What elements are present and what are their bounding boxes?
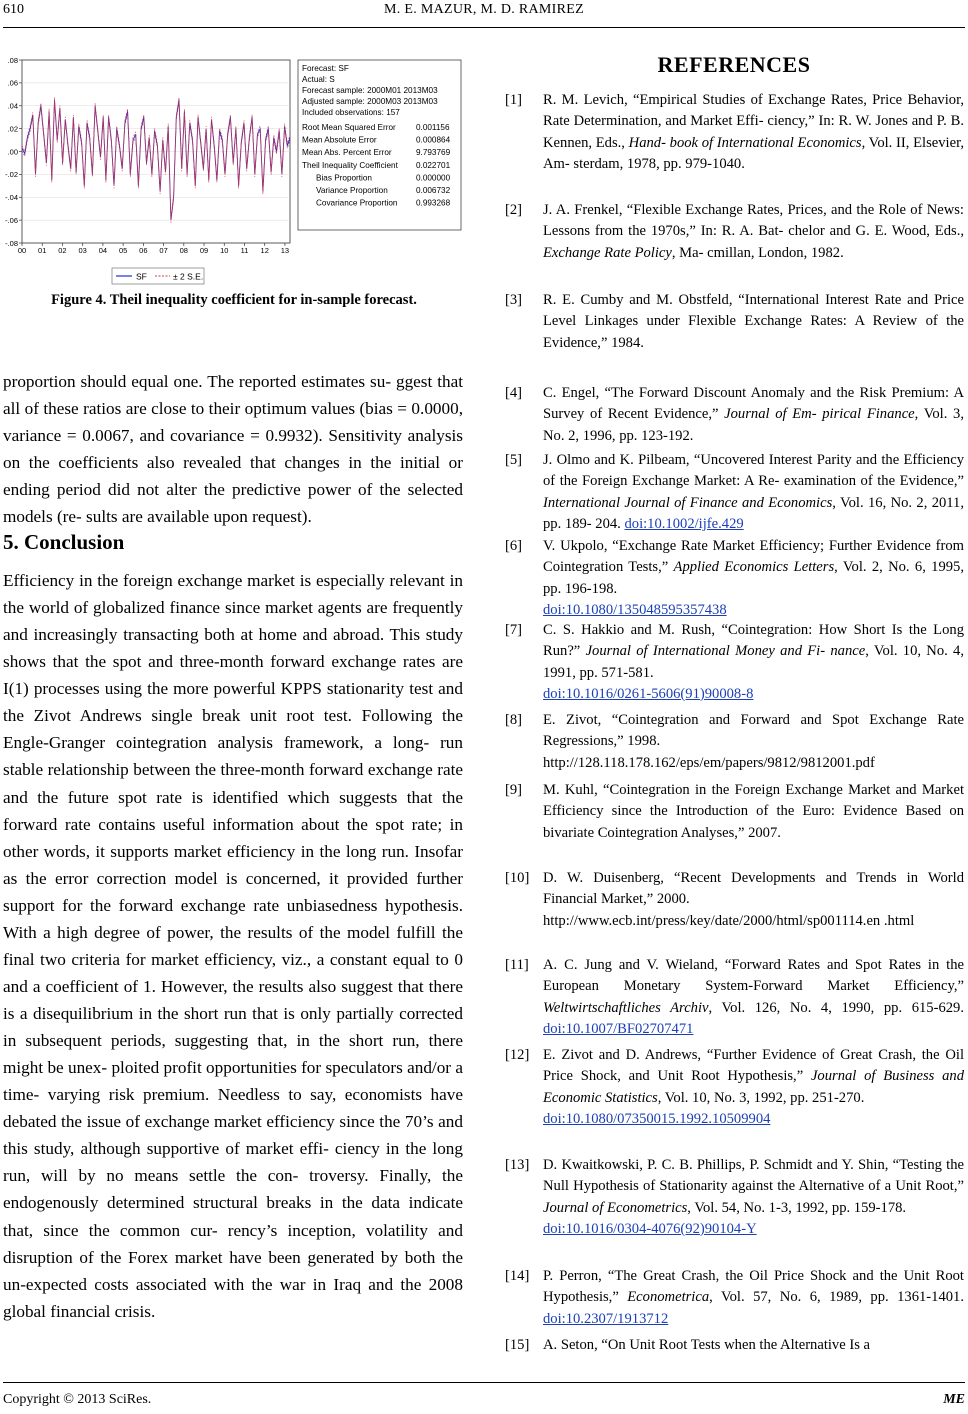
reference-details: , Vol. 2, No. 6, 1995, pp. 196-198. xyxy=(543,559,965,597)
running-header xyxy=(0,2,968,24)
reference-number: [4] xyxy=(505,385,523,401)
stats-row-label: Root Mean Squared Error xyxy=(302,123,396,132)
copyright: Copyright © 2013 SciRes. xyxy=(3,1392,152,1407)
header-rule xyxy=(3,27,965,28)
stats-row-value: 0.000000 xyxy=(416,173,451,183)
y-tick-label: -.06 xyxy=(5,215,18,225)
reference-source: Weltwirtschaftliches Archiv xyxy=(543,999,709,1016)
reference-text xyxy=(543,1266,964,1330)
y-tick-label: -.08 xyxy=(5,238,18,248)
stats-row-label: Variance Proportion xyxy=(316,186,388,195)
stats-forecast: Forecast: SF xyxy=(302,64,349,73)
doi-link[interactable]: doi:10.1016/0304-4076(92)90104-Y xyxy=(543,1220,757,1237)
reference-number: [13] xyxy=(505,1157,530,1173)
y-tick-label: .04 xyxy=(7,101,18,111)
reference-text xyxy=(543,710,964,774)
stats-row-label: Mean Abs. Percent Error xyxy=(302,148,392,158)
reference-source: Journal of International Money and Fi- nance xyxy=(585,643,866,660)
reference-number: [11] xyxy=(505,957,529,973)
reference-details: , Ma- cmillan, London, 1982. xyxy=(671,244,844,261)
stats-row-label: Mean Absolute Error xyxy=(302,135,377,145)
stats-row-value: 0.022701 xyxy=(416,160,451,170)
x-tick-label: 08 xyxy=(179,246,188,255)
conclusion-body xyxy=(3,567,463,1325)
reference-number: [15] xyxy=(505,1337,530,1353)
stats-row-label: Bias Proportion xyxy=(316,173,372,183)
x-tick-label: 00 xyxy=(17,246,27,255)
stats-row-value: 0.006732 xyxy=(416,186,451,195)
reference-details: , Vol. 3, No. 2, 1996, pp. 123-192. xyxy=(543,406,964,444)
running-authors: M. E. MAZUR, M. D. RAMIREZ xyxy=(384,2,584,17)
reference-main: J. Olmo and K. Pilbeam, “Uncovered Interest Parity and the Efficiency of the Foreign Exchange Market: A Re- examination of the Evidence,” xyxy=(543,452,964,490)
x-tick-label: 03 xyxy=(78,246,87,255)
stats-row-value: 0.001156 xyxy=(416,123,450,132)
reference-text xyxy=(543,955,964,1040)
reference-main: D. W. Duisenberg, “Recent Developments and Trends in World Financial Market,” 2000. xyxy=(543,870,964,908)
reference-number: [9] xyxy=(505,782,523,798)
x-tick-label: 12 xyxy=(260,246,269,255)
page-number: 610 xyxy=(3,2,24,17)
reference-details: , Vol. 57, No. 6, 1989, pp. 1361-1401. xyxy=(709,1289,965,1306)
stats-box xyxy=(298,60,461,230)
doi-link[interactable]: doi:10.1080/135048595357438 xyxy=(543,601,727,618)
x-tick-label: 09 xyxy=(199,246,209,255)
y-tick-label: .00 xyxy=(7,147,18,157)
figure-4 xyxy=(0,50,468,310)
legend-se-label: ± 2 S.E. xyxy=(173,271,204,282)
x-tick-label: 13 xyxy=(280,246,290,255)
reference-text xyxy=(543,536,964,621)
stats-row-value: 9.793769 xyxy=(416,148,451,158)
stats-row-label: Theil Inequality Coefficient xyxy=(302,160,398,170)
x-tick-label: 04 xyxy=(98,246,108,255)
y-tick-label: -.04 xyxy=(5,193,18,203)
reference-main: M. Kuhl, “Cointegration in the Foreign Exchange Market and Market Efficiency since the Introduction of the Euro: Evidence Based on bivariate Cointegration Analyses,” 2007. xyxy=(543,782,964,841)
reference-number: [2] xyxy=(505,202,523,218)
paragraph: Efficiency in the foreign exchange market is especially relevant in the world of globalized finance since market agents are frequently and increasingly transacting both at home and abroad. This study shows that the spot and three-month forward exchange rates are I(1) processes using the more powerful KPPS stationarity test and the Zivot Andrews single break unit root test. Following the Engle-Granger cointegration analysis framework, a long- run stable relationship between the three-month forward exchange rate and the future spot rate is identified which suggests that the forward rate contains useful information about the spot rate; in other words, it supports market efficiency in the long run. Insofar as the error correction model is concerned, it provided further support for the forward exchange rate unbiasedness hypothesis. With a high degree of power, the results of the model fulfill the final two criteria for market efficiency, viz., a constant equal to 0 and a coefficient of 1. However, the results also suggest that there is a disequilibrium in the short run that is only partially corrected in subsequent periods, suggesting that, in the short run, there might be unex- ploited profit opportunities for speculators and/or a time- varying risk premium. Needless to say, economists have debated the issue of exchange market efficiency since the 70’s and this study, although supportive of market effi- ciency in the long run, will by no means settle the con- troversy. Finally, the endogenously determined structural breaks in the data indicate that, since the common cur- rency’s inception, volatility and disruption of the Forex market have been generated by both the un-expected costs associated with the war in Iraq and the 2008 global financial crisis. xyxy=(3,571,463,1321)
reference-number: [6] xyxy=(505,538,523,554)
paragraph: proportion should equal one. The reported estimates su- ggest that all of these ratios are close to their optimum values (bias = 0.0000, variance = 0.0067, and covariance = 0.9932). Sensitivity analysis on the coefficients also revealed that changes in the initial or ending period did not alter the predictive power of the selected models (re- sults are available upon request). xyxy=(3,372,463,527)
stats-adjusted-sample: Adjusted sample: 2000M03 2013M03 xyxy=(302,97,438,106)
x-tick-label: 11 xyxy=(240,246,249,255)
stats-actual: Actual: S xyxy=(302,75,335,84)
doi-link[interactable]: doi:10.1007/BF02707471 xyxy=(543,1020,694,1037)
reference-details: , Vol. 10, No. 4, 1991, pp. 571-581. xyxy=(543,643,965,681)
reference-text xyxy=(543,450,964,535)
stats-included: Included observations: 157 xyxy=(302,108,400,117)
reference-main: C. Engel, “The Forward Discount Anomaly and the Risk Premium: A Survey of Recent Evidence,” xyxy=(543,385,964,423)
reference-text xyxy=(543,1335,964,1356)
y-tick-label: .08 xyxy=(7,55,18,65)
x-tick-label: 06 xyxy=(139,246,148,255)
reference-number: [5] xyxy=(505,452,523,468)
reference-text xyxy=(543,1045,964,1130)
reference-main: R. M. Levich, “Empirical Studies of Exchange Rates, Price Behavior, Rate Determination, and Market Effi- ciency,” In: R. W. Jones and P. B. Kennen, Eds., xyxy=(543,92,964,151)
footer-rule xyxy=(3,1382,965,1383)
reference-text xyxy=(543,90,964,175)
reference-details: , Vol. 16, No. 2, 2011, pp. 189- 204. xyxy=(543,494,964,532)
reference-main: J. A. Frenkel, “Flexible Exchange Rates, Prices, and the Role of News: Lessons from the 1970s,” In: R. A. Bat- chelor and G. E. Wood, Eds., xyxy=(543,202,964,240)
reference-url[interactable]: http://128.118.178.162/eps/em/papers/9812/9812001.pdf xyxy=(543,754,875,771)
journal-abbrev: ME xyxy=(943,1392,965,1407)
doi-link[interactable]: doi:10.1080/07350015.1992.10509904 xyxy=(543,1110,771,1127)
stats-forecast-sample: Forecast sample: 2000M01 2013M03 xyxy=(302,86,438,95)
reference-source: Applied Economics Letters xyxy=(673,559,835,576)
reference-text xyxy=(543,868,964,932)
y-tick-label: .06 xyxy=(7,78,18,88)
doi-link[interactable]: doi:10.2307/1913712 xyxy=(543,1310,669,1327)
x-tick-label: 02 xyxy=(58,246,67,255)
stats-row-label: Covariance Proportion xyxy=(316,198,398,208)
reference-source: Hand- book of International Economics xyxy=(628,134,862,151)
reference-main: C. S. Hakkio and M. Rush, “Cointegration: How Short Is the Long Run?” xyxy=(543,622,964,660)
reference-number: [3] xyxy=(505,292,523,308)
reference-main: V. Ukpolo, “Exchange Rate Market Efficiency; Further Evidence from Cointegration Tests,” xyxy=(543,538,964,576)
reference-source: Journal of Business and Economic Statistics xyxy=(543,1068,964,1106)
reference-source: Exchange Rate Policy xyxy=(543,244,672,261)
legend xyxy=(112,268,204,284)
reference-main: R. E. Cumby and M. Obstfeld, “International Interest Rate and Price Level Linkages under Flexible Exchange Rates: A Review of the Evidence,” 1984. xyxy=(543,292,964,351)
reference-text xyxy=(543,383,964,447)
references-heading: REFERENCES xyxy=(657,52,811,77)
reference-text xyxy=(543,290,964,354)
reference-main: D. Kwaitkowski, P. C. B. Phillips, P. Schmidt and Y. Shin, “Testing the Null Hypothesis of Stationarity against the Alternative of a Unit Root,” xyxy=(543,1157,964,1195)
reference-text xyxy=(543,1155,964,1240)
reference-url[interactable]: http://www.ecb.int/press/key/date/2000/html/sp001114.en .html xyxy=(543,912,915,929)
reference-details: , Vol. 10, No. 3, 1992, pp. 251-270. xyxy=(657,1089,865,1106)
reference-number: [14] xyxy=(505,1268,530,1284)
legend-sf-label: SF xyxy=(136,271,147,282)
stats-row-value: 0.993268 xyxy=(416,198,451,208)
theil-forecast-chart xyxy=(0,50,468,290)
y-tick-label: -.02 xyxy=(5,170,18,180)
x-tick-label: 05 xyxy=(118,246,128,255)
x-tick-label: 10 xyxy=(220,246,229,255)
x-tick-label: 07 xyxy=(159,246,168,255)
reference-text xyxy=(543,620,964,705)
reference-main: E. Zivot and D. Andrews, “Further Evidence of Great Crash, the Oil Price Shock, and Unit Root Hypothesis,” xyxy=(543,1047,964,1085)
doi-link[interactable]: doi:10.1016/0261-5606(91)90008-8 xyxy=(543,685,754,702)
reference-details: , Vol. 54, No. 1-3, 1992, pp. 159-178. xyxy=(687,1199,907,1216)
reference-source: Journal of Econometrics xyxy=(543,1199,688,1216)
reference-number: [10] xyxy=(505,870,530,886)
reference-number: [8] xyxy=(505,712,523,728)
reference-number: [12] xyxy=(505,1047,530,1063)
stats-row-value: 0.000864 xyxy=(416,135,451,145)
reference-number: [1] xyxy=(505,92,523,108)
reference-text xyxy=(543,200,964,264)
y-tick-label: .02 xyxy=(7,124,18,134)
reference-details: , Vol. II, Elsevier, Am- sterdam, 1978, pp. 979-1040. xyxy=(543,134,965,172)
reference-details: , Vol. 126, No. 4, 1990, pp. 615-629. xyxy=(708,999,964,1016)
reference-source: International Journal of Finance and Economics xyxy=(543,494,833,511)
doi-link[interactable]: doi:10.1002/ijfe.429 xyxy=(624,515,744,532)
reference-main: E. Zivot, “Cointegration and Forward and Spot Exchange Rate Regressions,” 1998. xyxy=(543,712,964,750)
section-heading: 5. Conclusion xyxy=(3,530,125,554)
reference-main: A. Seton, “On Unit Root Tests when the Alternative Is a xyxy=(543,1337,871,1353)
x-tick-label: 01 xyxy=(38,246,47,255)
reference-main: A. C. Jung and V. Wieland, “Forward Rates and Spot Rates in the European Monetary System-Forward Market Efficiency,” xyxy=(543,957,964,995)
reference-text xyxy=(543,780,964,844)
reference-source: Journal of Em- pirical Finance xyxy=(724,406,915,423)
reference-number: [7] xyxy=(505,622,523,638)
figure-caption: Figure 4. Theil inequality coefficient for in-sample forecast. xyxy=(51,292,417,308)
left-column-continuation xyxy=(3,368,463,531)
reference-main: P. Perron, “The Great Crash, the Oil Price Shock and the Unit Root Hypothesis,” xyxy=(543,1268,964,1306)
reference-source: Econometrica xyxy=(627,1289,710,1306)
